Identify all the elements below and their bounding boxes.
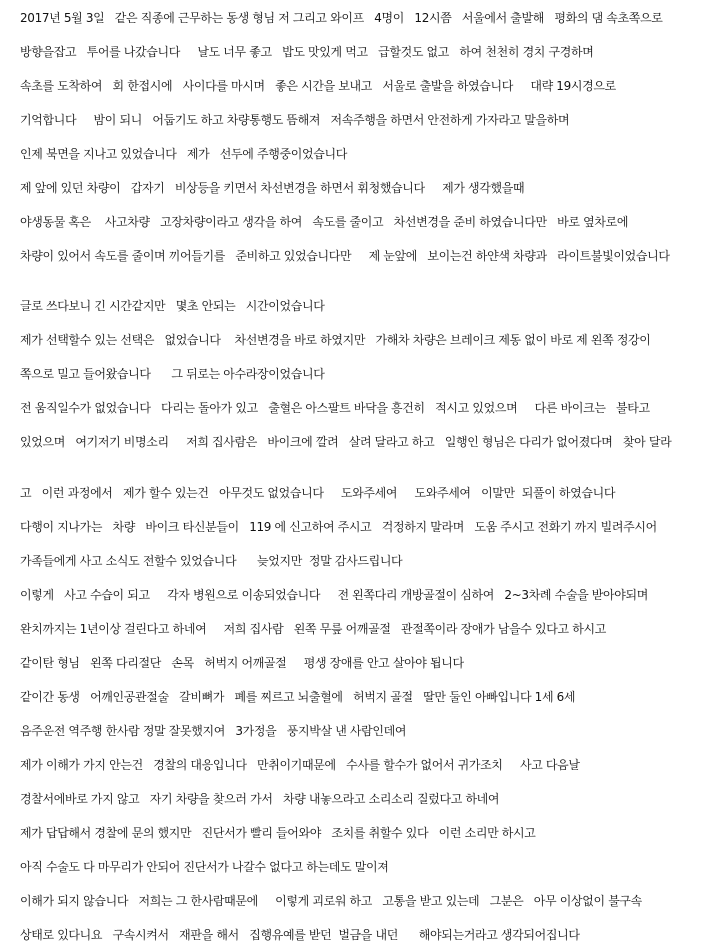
text-line: 차량이 있어서 속도를 줄이며 끼어들기를 준비하고 있었습니다만 제 눈앞에 보이는건 하얀색 차량과 라이트불빛이었습니다 — [20, 249, 670, 263]
text-line: 기억합니다 밤이 되니 어둡기도 하고 차량통행도 뜸해져 저속주행을 하면서 안전하게 가자라고 말을하며 — [20, 113, 570, 127]
text-line: 완치까지는 1년이상 걸린다고 하네여 저희 집사람 왼쪽 무릎 어깨골절 관절쪽이라 장애가 남을수 있다고 하시고 — [20, 622, 606, 636]
text-line: 같이탄 형님 왼쪽 다리절단 손목 허벅지 어깨골절 평생 장애를 안고 살아야 됩니다 — [20, 656, 464, 670]
text-line: 방향을잡고 투어를 나갔습니다 날도 너무 좋고 밥도 맛있게 먹고 급할것도 없고 하여 천천히 경치 구경하며 — [20, 45, 594, 59]
text-line: 글로 쓰다보니 긴 시간같지만 몇초 안되는 시간이었습니다 — [20, 299, 325, 313]
text-line: 쪽으로 밀고 들어왔습니다 그 뒤로는 아수라장이었습니다 — [20, 367, 325, 381]
text-line: 전 움직일수가 없었습니다 다리는 돌아가 있고 출혈은 아스팔트 바닥을 흥건히 적시고 있었으며 다른 바이크는 불타고 — [20, 401, 650, 415]
text-line: 같이간 동생 어깨인공관절술 갈비뼈가 폐를 찌르고 뇌출혈에 허벅지 골절 딸만 둘인 아빠입니다 1세 6세 — [20, 690, 576, 704]
text-line: 제가 이해가 가지 안는건 경찰의 대응입니다 만취이기때문에 수사를 할수가 없어서 귀가조치 사고 다음날 — [20, 758, 580, 772]
text-line: 제가 선택할수 있는 선택은 없었습니다 차선변경을 바로 하였지만 가해차 차량은 브레이크 제동 없이 바로 제 왼쪽 정강이 — [20, 333, 651, 347]
text-line: 이렇게 사고 수습이 되고 각자 병원으로 이송되었습니다 전 왼쪽다리 개방골절이 심하여 2~3차례 수술을 받아야되며 — [20, 588, 649, 602]
text-line: 경찰서에바로 가지 않고 자기 차량을 찾으러 가서 차량 내놓으라고 소리소리 질렀다고 하네여 — [20, 792, 500, 806]
text-line: 야생동물 혹은 사고차량 고장차량이라고 생각을 하여 속도를 줄이고 차선변경을 준비 하였습니다만 바로 옆차로에 — [20, 215, 629, 229]
text-line: 2017년 5월 3일 같은 직종에 근무하는 동생 형님 저 그리고 와이프 4명이 12시쯤 서울에서 출발해 평화의 댐 속초쪽으로 — [20, 11, 663, 25]
text-line: 인제 북면을 지나고 있었습니다 제가 선두에 주행중이었습니다 — [20, 147, 347, 161]
text-line: 속초를 도착하여 회 한접시에 사이다를 마시며 좋은 시간을 보내고 서울로 출발을 하였습니다 대략 19시경으로 — [20, 79, 616, 93]
text-line: 아직 수술도 다 마무리가 안되어 진단서가 나갈수 없다고 하는데도 말이져 — [20, 860, 389, 874]
text-line: 가족들에게 사고 소식도 전할수 있었습니다 늦었지만 정말 감사드립니다 — [20, 554, 403, 568]
text-line: 제가 답답해서 경찰에 문의 했지만 진단서가 빨리 들어와야 조치를 취할수 있다 이런 소리만 하시고 — [20, 826, 536, 840]
text-line: 있었으며 여기저기 비명소리 저희 집사람은 바이크에 깔려 살려 달라고 하고 일행인 형님은 다리가 없어졌다며 찾아 달라 — [20, 435, 672, 449]
text-line: 상태로 있다니요 구속시켜서 재판을 해서 집행유예를 받던 벌금을 내던 해야되는거라고 생각되어집니다 — [20, 928, 580, 942]
text-line: 다행이 지나가는 차량 바이크 타신분들이 119 에 신고하여 주시고 걱정하지 말라며 도움 주시고 전화기 까지 빌려주시어 — [20, 520, 657, 534]
text-line: 제 앞에 있던 차량이 갑자기 비상등을 키면서 차선변경을 하면서 휘청했습니다 제가 생각했을때 — [20, 181, 525, 195]
text-line: 음주운전 역주행 한사람 정말 잘못했지여 3가정을 풍지박살 낸 사람인데여 — [20, 724, 407, 738]
text-line: 고 이런 과정에서 제가 할수 있는건 아무것도 없었습니다 도와주세여 도와주세여 이말만 되풀이 하였습니다 — [20, 486, 616, 500]
text-line: 이해가 되지 않습니다 저희는 그 한사람때문에 이렇게 괴로워 하고 고통을 받고 있는데 그분은 아무 이상없이 불구속 — [20, 894, 642, 908]
